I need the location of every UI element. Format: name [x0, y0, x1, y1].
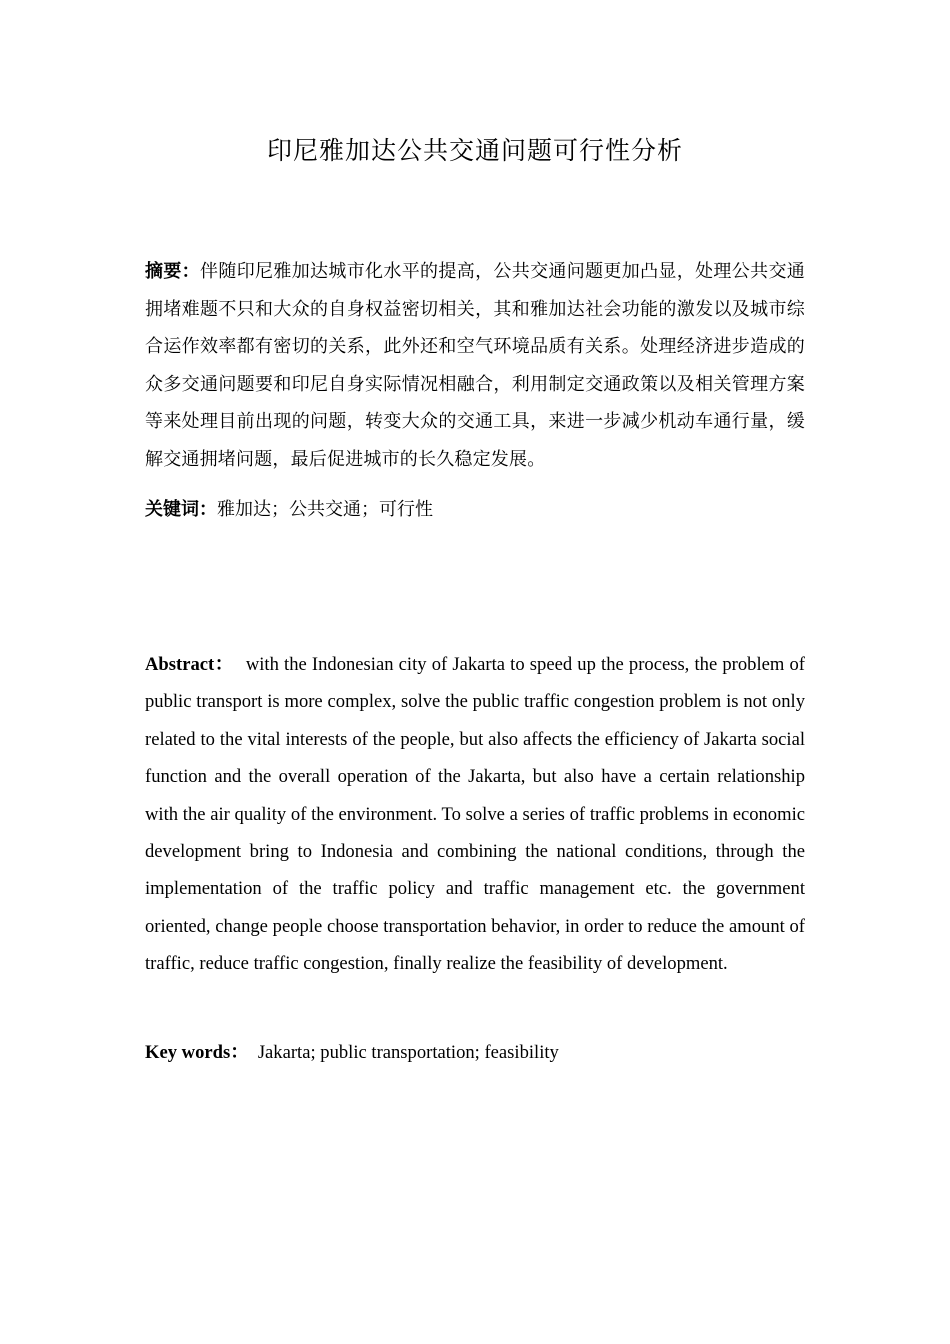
- english-abstract-text: with the Indonesian city of Jakarta to speed up the process, the problem of public transport is more complex, solve the public traffic congestion problem is not only related to the vital interests of the people, but also affects the efficiency of Jakarta social function and the overall operation of the Jakarta, but also have a certain relationship with the air quality of the environment. To solve a series of traffic problems in economic development bring to Indonesia and combining the national conditions, through the implementation of the traffic policy and traffic management etc. the government oriented, change people choose transportation behavior, in order to reduce the amount of traffic, reduce traffic congestion, finally realize the feasibility of development.: [145, 654, 805, 975]
- english-abstract-label: Abstract：: [145, 654, 234, 675]
- english-keywords: [145, 1034, 805, 1071]
- english-keywords-label: Key words：: [145, 1042, 249, 1063]
- chinese-abstract-label: 摘要：: [145, 261, 201, 282]
- chinese-abstract: [145, 253, 805, 478]
- page-title: 印尼雅加达公共交通问题可行性分析: [266, 136, 683, 165]
- chinese-keywords-label: 关键词：: [145, 499, 217, 520]
- chinese-keywords: [145, 491, 805, 528]
- chinese-abstract-text: 伴随印尼雅加达城市化水平的提高，公共交通问题更加凸显，处理公共交通拥堵难题不只和大众的自身权益密切相关，其和雅加达社会功能的激发以及城市综合运作效率都有密切的关系，此外还和空气环境品质有关系。处理经济进步造成的众多交通问题要和印尼自身实际情况相融合，利用制定交通政策以及相关管理方案等来处理目前出现的问题，转变大众的交通工具，来进一步减少机动车通行量，缓解交通拥堵问题，最后促进城市的长久稳定发展。: [145, 261, 805, 470]
- english-keywords-text: Jakarta; public transportation; feasibility: [257, 1042, 559, 1063]
- chinese-keywords-text: 雅加达；公共交通；可行性: [217, 499, 433, 520]
- english-abstract: [145, 646, 805, 983]
